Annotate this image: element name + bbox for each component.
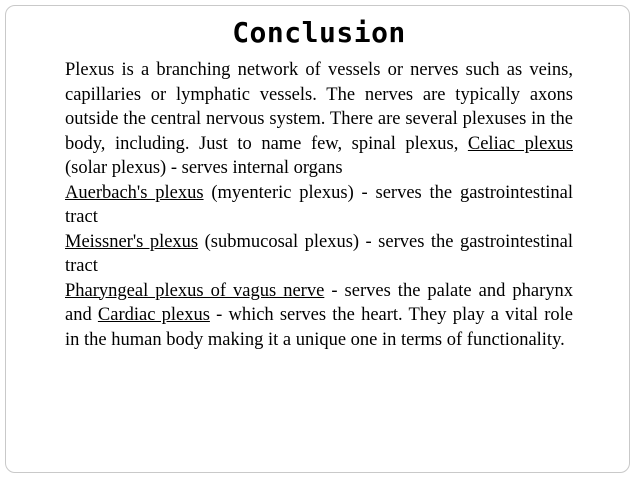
closing-text: - which serves the heart. They play a vital role in the human body making it a unique one in terms of functionality. xyxy=(65,305,573,350)
meissner-description: (submucosal plexus) - serves the gastrointestinal tract xyxy=(65,231,574,276)
link-meissners-plexus[interactable]: Meissner's plexus xyxy=(65,231,199,252)
slide-title: Conclusion xyxy=(232,16,406,49)
paragraph-intro xyxy=(65,58,573,181)
auerbach-description: (myenteric plexus) - serves the gastrointestinal tract xyxy=(65,182,573,227)
paragraph-meissner xyxy=(65,230,573,279)
paragraph-auerbach xyxy=(65,181,573,230)
link-auerbachs-plexus[interactable]: Auerbach's plexus xyxy=(65,182,204,203)
link-celiac-plexus[interactable]: Celiac plexus xyxy=(467,133,573,154)
intro-text: Plexus is a branching network of vessels or nerves such as veins, capillaries or lymphatic vessels. The nerves are typically axons outside the central nervous system. There are several plexuses in the body, including. Just to name few, spinal plexus, xyxy=(65,60,573,154)
pharyngeal-description: - serves the palate and pharynx and xyxy=(65,280,573,325)
slide-body xyxy=(65,58,573,352)
celiac-description: (solar plexus) - serves internal organs xyxy=(65,158,343,178)
paragraph-pharyngeal xyxy=(65,279,573,353)
link-pharyngeal-plexus[interactable]: Pharyngeal plexus of vagus nerve xyxy=(65,280,325,301)
link-cardiac-plexus[interactable]: Cardiac plexus xyxy=(97,305,210,325)
